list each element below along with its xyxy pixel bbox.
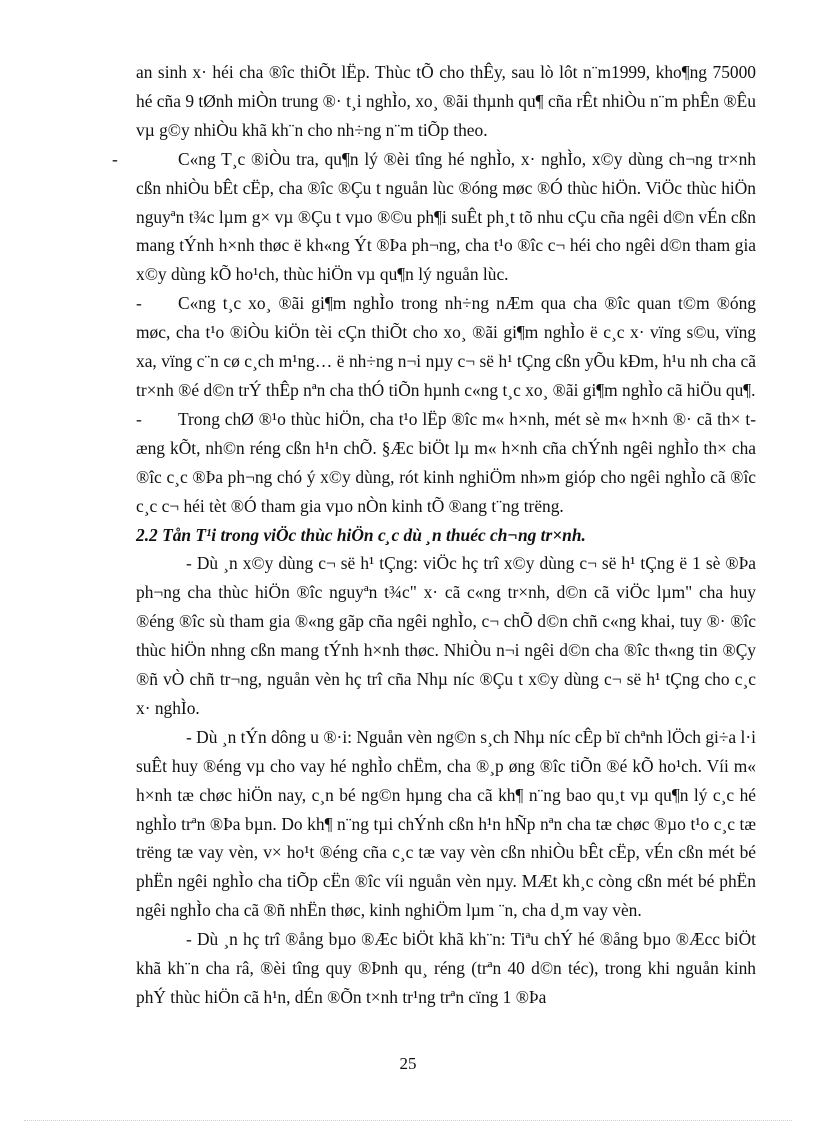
- section-heading: 2.2 Tån T¹i trong viÖc thùc hiÖn c¸c dù ¸n thuéc ch¬ng tr×nh.: [136, 524, 586, 545]
- page-number: 25: [399, 1054, 417, 1073]
- page-body: [112, 58, 756, 1012]
- bullet-paragraph: [136, 405, 756, 521]
- body-paragraph: an sinh x· héi cha ®îc thiÕt lËp. Thùc tÕ cho thÊy, sau lò lôt n¨m1999, kho¶ng 75000 hé cña 9 tØnh miÒn trung ®· t¸i nghÌo, xo¸ ®ãi thµnh qu¶ cña rÊt nhiÒu n¨m phÊn ®Êu vµ g©y nhiÒu khã kh¨n cho nh÷ng n¨m tiÕp theo.: [136, 62, 756, 140]
- bullet-text: C«ng T¸c ®iÒu tra, qu¶n lý ®èi tîng hé nghÌo, x· nghÌo, x©y dùng ch¬ng tr×nh cßn nhiÒu bÊt cËp, cha ®îc ®Çu t nguån lùc ®óng møc ®Ó thùc hiÖn. ViÖc thùc hiÖn nguyªn t¾c lµm g× vµ ®Çu t vµo ®©u ph¶i suÊt ph¸t tõ nhu cÇu cña ngêi d©n vÉn cßn mang tÝnh h×nh thøc ë kh«ng Ýt ®Þa ph¬ng, cha t¹o ®îc c¬ héi cho ngêi d©n tham gia x©y dùng kÕ ho¹ch, thùc hiÖn vµ qu¶n lý nguån lùc.: [136, 148, 756, 285]
- body-paragraph: - Dù ¸n tÝn dông u ®·i: Nguån vèn ng©n s¸ch Nhµ níc cÊp bï chªnh lÖch gi÷a l·i suÊt huy ®éng vµ cho vay hé nghÌo chËm, cha ®¸p øng ®îc tiÕn ®é kÕ ho¹ch. Víi m« h×nh tæ chøc hiÖn nay, c¸n bé ng©n hµng cha cã kh¶ n¨ng bao qu¸t vµ qu¶n lý c¸c hé nghÌo trªn ®Þa bµn. Do kh¶ n¨ng tµi chÝnh cßn h¹n hÑp nªn cha tæ chøc ®µo t¹o c¸c tæ trëng tæ vay vèn, v× ho¹t ®éng cña c¸c tæ vay vèn cßn nhiÒu bÊt cËp, vÉn cßn mét bé phËn ngêi nghÌo cha tiÕp cËn ®îc víi nguån vèn nµy. MÆt kh¸c còng cßn mét bé phËn ngêi nghÌo cha cã ®ñ nhËn thøc, kinh nghiÖm lµm ¨n, cha d¸m vay vèn.: [136, 726, 756, 921]
- footer-divider: [24, 1120, 792, 1121]
- bullet-mark: -: [112, 148, 118, 169]
- body-paragraph: - Dù ¸n hç trî ®ång bµo ®Æc biÖt khã kh¨n: Tiªu chÝ hé ®ång bµo ®Æcc biÖt khã kh¨n cha râ, ®èi tîng quy ®Þnh qu¸ réng (trªn 40 d©n téc), trong khi nguån kinh phÝ thùc hiÖn cã h¹n, dÉn ®Õn t×nh tr¹ng trªn cïng 1 ®Þa: [136, 929, 756, 1007]
- bullet-mark: -: [136, 293, 142, 314]
- bullet-text: C«ng t¸c xo¸ ®ãi gi¶m nghÌo trong nh÷ng nÆm qua cha ®îc quan t©m ®óng møc, cha t¹o ®iÒu kiÖn tèi cÇn thiÕt cho xo¸ ®ãi gi¶m nghÌo ë c¸c x· vïng s©u, vïng xa, vïng c¨n cø c¸ch m¹ng… ë nh÷ng n¬i nµy c¬ së h¹ tÇng cßn yÕu kÐm, h¹u nh cha cã tr×nh ®é d©n trÝ thÊp nªn cha thÓ tiÕn hµnh c«ng t¸c xo¸ ®ãi gi¶m nghÌo cã hiÖu qu¶.: [136, 293, 756, 400]
- bullet-text: Trong chØ ®¹o thùc hiÖn, cha t¹o lËp ®îc m« h×nh, mét sè m« h×nh ®· cã th× tæng kÕt, nh©n réng cßn h¹n chÕ. §Æc biÖt lµ m« h×nh cña chÝnh ngêi nghÌo th× cha ®îc c¸c ®Þa ph¬ng chó ý x©y dùng, rót kinh nghiÖm nh»m gióp cho ngêi nghÌo cã ®îc c¸c c¬ héi tèt ®Ó tham gia vµo nÒn kinh tÕ ®ang t¨ng trëng.: [136, 408, 756, 516]
- bullet-mark: -: [136, 408, 142, 429]
- body-paragraph: - Dù ¸n x©y dùng c¬ së h¹ tÇng: viÖc hç trî x©y dùng c¬ së h¹ tÇng ë 1 sè ®Þa ph¬ng cha thùc hiÖn ®îc nguyªn t¾c" x· cã c«ng tr×nh, d©n cã viÖc lµm" cha huy ®éng ®îc sù tham gia ®«ng gãp cña ngêi nghÌo, c¬ chÕ d©n chñ c«ng khai, tuy ®· ®îc thùc hiÖn nhng cßn mang tÝnh h×nh thøc. NhiÒu n¬i ngêi d©n cha ®îc th«ng tin ®Çy ®ñ vÒ chñ tr¬ng, nguån vèn hç trî cña Nhµ níc ®Çu t x©y dùng c¬ së h¹ tÇng cho c¸c x· nghÌo.: [136, 553, 756, 718]
- bullet-paragraph: [112, 145, 756, 290]
- bullet-paragraph: [136, 289, 756, 405]
